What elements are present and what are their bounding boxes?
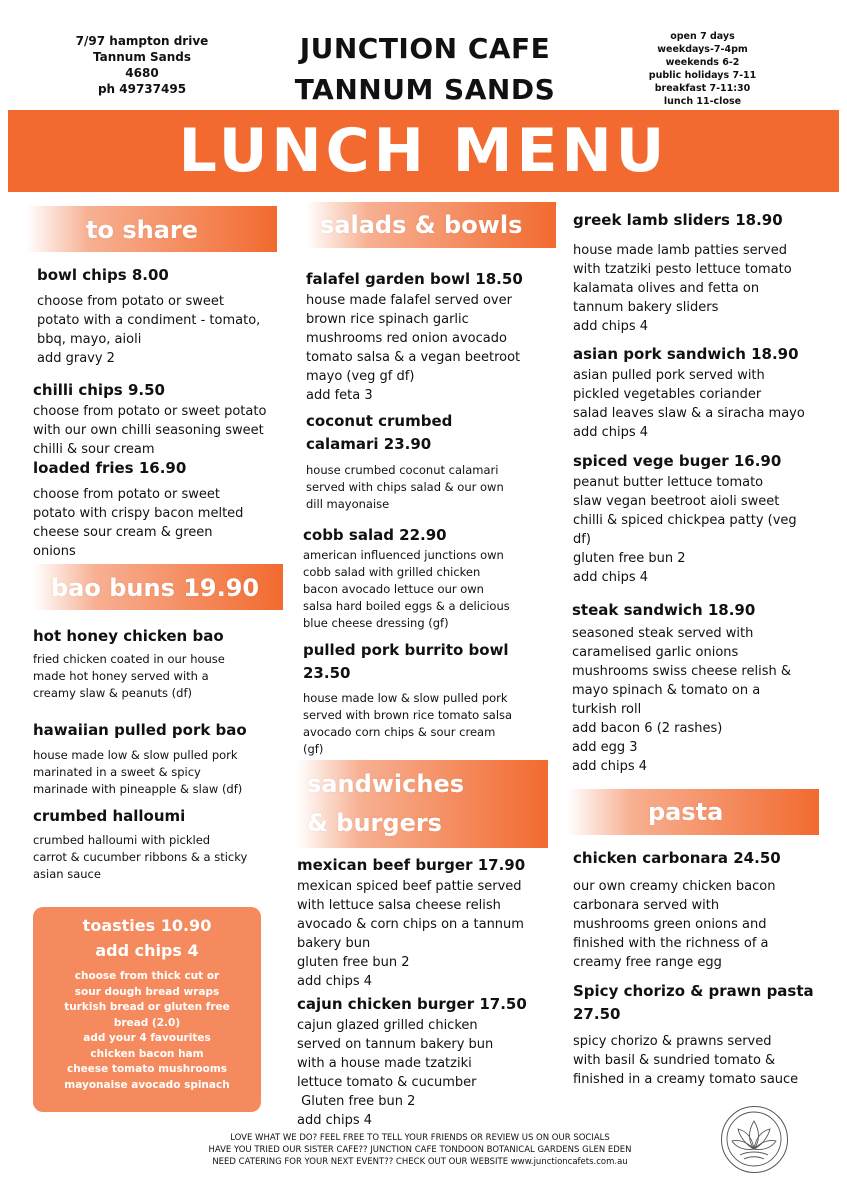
cafe-name-line: JUNCTION CAFE [299,32,551,65]
item-title [306,410,556,456]
menu-item-chilli-chips [33,379,298,459]
desc-line: with lettuce salsa cheese relish [297,898,501,913]
desc-line: creamy slaw & peanuts (df) [33,686,192,700]
desc-line: with our own chilli seasoning sweet [33,423,264,438]
item-description [297,877,557,991]
desc-line: asian pulled pork served with [573,368,765,383]
cafe-name [255,28,595,110]
address-block [62,33,222,97]
desc-line: fried chicken coated in our house [33,652,225,666]
desc-line: bacon avocado lettuce our own [303,582,484,596]
section-title-line: & burgers [307,809,442,837]
desc-line: tannum bakery sliders [573,300,719,315]
desc-line: mayonaise avocado spinach [64,1078,230,1091]
section-bao-buns [33,564,283,610]
phone-number: ph 49737495 [97,82,187,96]
item-title: cajun chicken burger 17.50 [297,995,527,1013]
desc-line: choose from potato or sweet [37,294,224,309]
desc-line: carrot & cucumber ribbons & a sticky [33,850,248,864]
item-description [306,462,556,513]
lunch-menu-banner [8,110,839,192]
desc-line: add chips 4 [573,425,649,440]
menu-item-spiced-vege-burger [573,450,833,587]
menu-item-greek-lamb-sliders [573,209,833,336]
item-description [573,1032,835,1089]
section-title: salads & bowls [320,211,523,239]
desc-line: asian sauce [33,867,101,881]
desc-line: gluten free bun 2 [297,955,410,970]
item-title: mexican beef burger 17.90 [297,856,526,874]
hours-line: breakfast 7-11:30 [654,83,751,94]
menu-item-chicken-carbonara [573,847,835,972]
item-title: greek lamb sliders 18.90 [573,211,783,229]
item-description [573,877,835,972]
item-title: spiced vege buger 16.90 [573,452,782,470]
hours-line: weekdays-7-4pm [657,44,748,55]
desc-line: served with brown rice tomato salsa [303,708,513,722]
desc-line: add chips 4 [573,570,649,585]
menu-item-hot-honey-chicken-bao [33,625,298,702]
item-description [33,832,298,883]
desc-line: house made lamb patties served [573,243,787,258]
desc-line: spicy chorizo & prawns served [573,1034,772,1049]
desc-line: avocado corn chips & sour cream [303,725,496,739]
item-title: crumbed halloumi [33,807,186,825]
desc-line: mayo spinach & tomato on a [572,683,761,698]
hours-line: open 7 days [670,31,735,42]
desc-line: add feta 3 [306,388,373,403]
item-description [33,402,298,459]
desc-line: add chips 4 [572,759,648,774]
item-description [572,624,834,776]
desc-line: cheese sour cream & green [33,525,213,540]
item-title: steak sandwich 18.90 [572,601,756,619]
desc-line: add chips 4 [573,319,649,334]
desc-line: caramelised garlic onions [572,645,739,660]
desc-line: cheese tomato mushrooms [66,1063,228,1075]
item-description [303,547,558,632]
desc-line: lettuce tomato & cucumber [297,1075,477,1090]
section-salads-bowls [306,202,556,248]
desc-line: turkish bread or gluten free [64,1001,230,1013]
section-to-share [26,206,277,252]
toasties-title [33,913,261,963]
title-line: Spicy chorizo & prawn pasta [573,982,814,1000]
desc-line: mushrooms green onions and [573,917,767,932]
item-description [303,690,558,758]
desc-line: bbq, mayo, aioli [37,332,142,347]
item-description [33,747,298,798]
desc-line: add your 4 favourites [83,1032,211,1044]
section-title: bao buns 19.90 [51,574,260,602]
desc-line: peanut butter lettuce tomato [573,475,764,490]
desc-line: onions [33,544,76,559]
desc-line: finished in a creamy tomato sauce [573,1072,799,1087]
desc-line: kalamata olives and fetta on [573,281,760,296]
menu-item-coconut-crumbed-calamari [306,410,556,513]
desc-line: marinade with pineapple & slaw (df) [33,782,243,796]
desc-line: with basil & sundried tomato & [573,1053,776,1068]
item-title: chicken carbonara 24.50 [573,849,781,867]
desc-line: (gf) [303,742,324,756]
desc-line: house made low & slow pulled pork [33,748,238,762]
desc-line: pickled vegetables coriander [573,387,762,402]
desc-line: add bacon 6 (2 rashes) [572,721,723,736]
item-description [573,473,833,587]
desc-line: salsa hard boiled eggs & a delicious [303,599,510,613]
desc-line: slaw vegan beetroot aioli sweet [573,494,780,509]
desc-line: mexican spiced beef pattie served [297,879,522,894]
item-title: chilli chips 9.50 [33,381,165,399]
desc-line: carbonara served with [573,898,720,913]
menu-item-hawaiian-pulled-pork-bao [33,719,298,798]
section-title: to share [86,216,198,244]
desc-line: turkish roll [572,702,642,717]
lotus-logo-icon [721,1106,788,1173]
title-line: coconut crumbed [306,412,453,430]
footer-line: LOVE WHAT WE DO? FEEL FREE TO TELL YOUR FRIENDS OR REVIEW US ON OUR SOCIALS [230,1133,610,1143]
desc-line: chilli & sour cream [33,442,155,457]
desc-line: with a house made tzatziki [297,1056,472,1071]
menu-item-bowl-chips [37,264,297,368]
desc-line: blue cheese dressing (gf) [303,616,449,630]
desc-line: served with chips salad & our own [306,480,504,494]
menu-item-mexican-beef-burger [297,854,557,991]
desc-line: creamy free range egg [573,955,722,970]
cafe-name-line: TANNUM SANDS [294,73,556,106]
desc-line: Gluten free bun 2 [297,1094,416,1109]
item-title: cobb salad 22.90 [303,526,447,544]
footer-notes [170,1132,670,1168]
hours-line: lunch 11-close [663,96,742,107]
menu-item-steak-sandwich [572,599,834,776]
item-title [303,639,558,685]
item-title [573,980,835,1026]
desc-line: add chips 4 [297,974,373,989]
menu-item-falafel-garden-bowl [306,268,556,405]
hours-line: public holidays 7-11 [648,70,757,81]
toasties-title-line: add chips 4 [95,941,199,960]
desc-line: made hot honey served with a [33,669,209,683]
item-title: bowl chips 8.00 [37,266,169,284]
desc-line: df) [573,532,591,547]
toasties-description [33,969,261,1093]
banner-title: LUNCH MENU [178,116,669,186]
desc-line: brown rice spinach garlic [306,312,469,327]
desc-line: cajun glazed grilled chicken [297,1018,478,1033]
desc-line: potato with crispy bacon melted [33,506,244,521]
item-description [33,485,298,561]
desc-line: house crumbed coconut calamari [306,463,499,477]
desc-line: add egg 3 [572,740,638,755]
menu-item-asian-pork-sandwich [573,343,833,442]
title-line: pulled pork burrito bowl [303,641,509,659]
desc-line: add chips 4 [297,1113,373,1128]
desc-line: potato with a condiment - tomato, [37,313,261,328]
item-description [37,292,297,368]
desc-line: choose from thick cut or [74,970,220,982]
desc-line: chicken bacon ham [90,1047,204,1060]
desc-line: bread (2.0) [113,1016,181,1029]
title-line: 23.50 [303,664,351,682]
desc-line: mayo (veg gf df) [306,369,415,384]
address-line: Tannum Sands [92,50,192,64]
desc-line: american influenced junctions own [303,548,504,562]
item-title: loaded fries 16.90 [33,459,187,477]
desc-line: marinated in a sweet & spicy [33,765,201,779]
desc-line: our own creamy chicken bacon [573,879,776,894]
section-title: pasta [648,798,724,826]
desc-line: salad leaves slaw & a siracha mayo [573,406,805,421]
menu-item-crumbed-halloumi [33,805,298,883]
opening-hours [640,30,765,108]
desc-line: served on tannum bakery bun [297,1037,494,1052]
menu-item-cobb-salad [303,524,558,632]
desc-line: seasoned steak served with [572,626,754,641]
item-description [306,291,556,405]
item-title: hawaiian pulled pork bao [33,721,247,739]
desc-line: choose from potato or sweet potato [33,404,267,419]
section-title-line: sandwiches [307,770,465,798]
desc-line: cobb salad with grilled chicken [303,565,481,579]
desc-line: mushrooms red onion avocado [306,331,507,346]
desc-line: finished with the richness of a [573,936,769,951]
section-pasta [568,789,819,835]
item-title: asian pork sandwich 18.90 [573,345,799,363]
hours-line: weekends 6-2 [665,57,740,68]
desc-line: mushrooms swiss cheese relish & [572,664,791,679]
toasties-box [33,907,261,1112]
menu-item-spicy-chorizo-prawn-pasta [573,980,835,1089]
desc-line: tomato salsa & a vegan beetroot [306,350,521,365]
item-description [573,366,833,442]
title-line: 27.50 [573,1005,621,1023]
footer-line: HAVE YOU TRIED OUR SISTER CAFE?? JUNCTION CAFE TONDOON BOTANICAL GARDENS GLEN EDEN [208,1145,632,1155]
desc-line: chilli & spiced chickpea patty (veg [573,513,797,528]
title-line: calamari 23.90 [306,435,432,453]
desc-line: house made low & slow pulled pork [303,691,508,705]
footer-line: NEED CATERING FOR YOUR NEXT EVENT?? CHECK OUT OUR WEBSITE www.junctioncafets.com.au [212,1157,628,1167]
desc-line: choose from potato or sweet [33,487,220,502]
desc-line: gluten free bun 2 [573,551,686,566]
item-description [297,1016,557,1130]
item-description [33,651,298,702]
item-description [573,241,833,336]
desc-line: dill mayonaise [306,497,390,511]
item-title: falafel garden bowl 18.50 [306,270,523,288]
desc-line: bakery bun [297,936,371,951]
menu-item-pulled-pork-burrito-bowl [303,639,558,758]
address-line: 4680 [125,66,159,80]
menu-item-cajun-chicken-burger [297,993,557,1130]
item-title: hot honey chicken bao [33,627,224,645]
toasties-title-line: toasties 10.90 [82,916,212,935]
desc-line: avocado & corn chips on a tannum [297,917,524,932]
desc-line: sour dough bread wraps [74,985,220,998]
desc-line: with tzatziki pesto lettuce tomato [573,262,792,277]
address-line: 7/97 hampton drive [75,34,209,48]
section-sandwiches-burgers [297,760,548,848]
menu-item-loaded-fries [33,457,298,561]
desc-line: crumbed halloumi with pickled [33,833,211,847]
desc-line: add gravy 2 [37,351,115,366]
desc-line: house made falafel served over [306,293,512,308]
